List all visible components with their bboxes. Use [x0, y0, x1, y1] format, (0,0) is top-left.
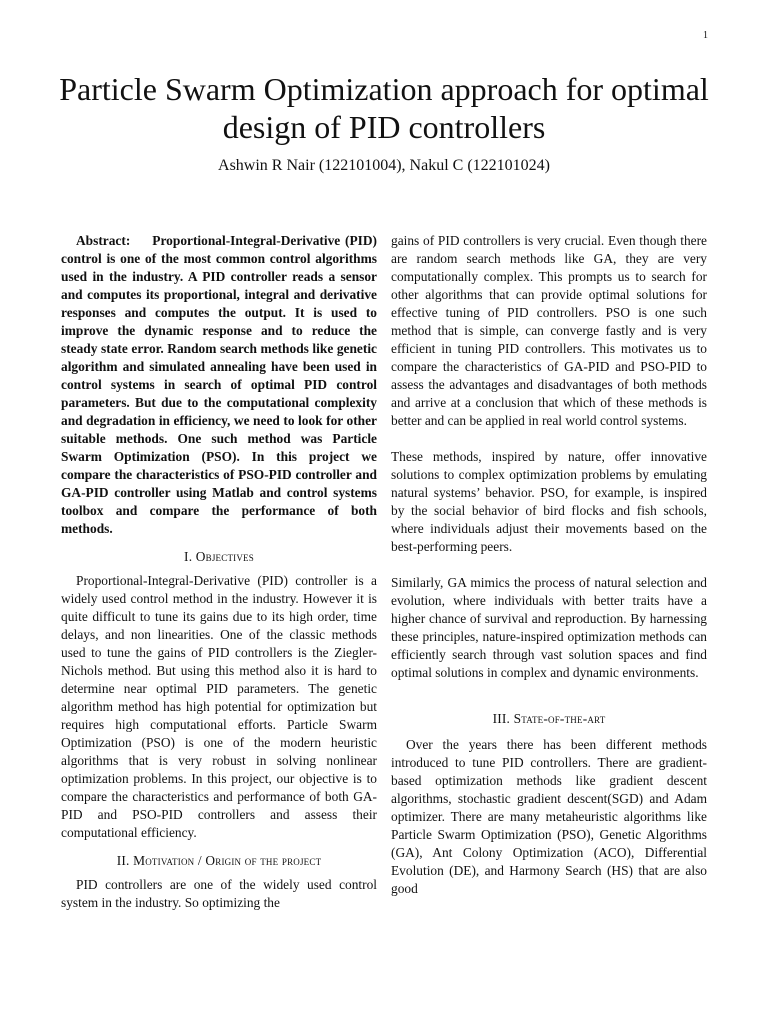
- objectives-paragraph: Proportional-Integral-Derivative (PID) controller is a widely used control method in the industry. However it is quite difficult to tune its gains due to its high order, time delays, and non linearities. One of the classic methods used to tune the gains of PID controllers is the Ziegler-Nichols method. But using this method also it is hard to determine near optimal PID parameters. The genetic algorithm method has high potential for optimization but requires high computational efforts. Particle Swarm Optimization (PSO) is one of the modern heuristic algorithms that is very robust in solving nonlinear optimization problems. In this project, our objective is to compare the characteristics and performance of both GA-PID and PSO-PID controllers and assess their computational efficiency.: [61, 573, 377, 840]
- abstract-text: Proportional-Integral-Derivative (PID) control is one of the most common control algorithms used in the industry. A PID controller reads a sensor and computes its proportional, integral and derivative responses and computes the output. It is used to improve the dynamic response and to reduce the steady state error. Random search methods like genetic algorithm and simulated annealing have been used in control systems in search of optimal PID control parameters. But due to the computational complexity and degradation in efficiency, we need to look for other suitable methods. One such method was Particle Swarm Optimization (PSO). In this project we compare the characteristics of PSO-PID controller and GA-PID controller using Matlab and control systems toolbox and compare the performance of both methods.: [61, 233, 377, 536]
- abstract: [61, 232, 377, 538]
- authors: Ashwin R Nair (122101004), Nakul C (122101024): [218, 157, 550, 174]
- state-of-the-art-paragraph: Over the years there has been different methods introduced to tune PID controllers. There are gradient-based optimization methods like gradient descent algorithms, stochastic gradient descent(SGD) and Adam optimizer. There are many metaheuristic algorithms like Particle Swarm Optimization (PSO), Genetic Algorithms (GA), Ant Colony Optimization (ACO), Differential Evolution (DE), and Harmony Search (HS) that are also good: [391, 737, 707, 896]
- abstract-label: Abstract:: [76, 233, 131, 248]
- left-column: [61, 232, 377, 912]
- motivation-paragraph-start: PID controllers are one of the widely used control system in the industry. So optimizing the: [61, 877, 377, 910]
- motivation-paragraph-continued: gains of PID controllers is very crucial. Even though there are random search methods like GA, they are very computationally complex. This prompts us to search for other algorithms that can provide optimal solutions for effective tuning of PID controllers. PSO is one such method that is simple, can converge fastly and is very efficient in tuning PID controllers. This motivates us to compare the characteristics of GA-PID and PSO-PID to assess the advantages and disadvantages of both methods and arrive at a conclusion that which of these methods is better and can be applied in real world control systems.: [391, 233, 707, 428]
- right-column: [391, 232, 707, 898]
- section-heading-motivation: II. Motivation / Origin of the project: [116, 853, 322, 868]
- page-number: 1: [703, 30, 708, 41]
- paper-title: Particle Swarm Optimization approach for optimal design of PID controllers: [59, 71, 709, 145]
- section-heading-objectives: I. Objectives: [184, 549, 254, 564]
- motivation-paragraph-2: These methods, inspired by nature, offer innovative solutions to complex optimization problems by emulating natural systems’ behavior. PSO, for example, is inspired by the social behavior of bird flocks and fish schools, where individuals adjust their movements based on the best-performing peers.: [391, 449, 707, 554]
- motivation-paragraph-3: Similarly, GA mimics the process of natural selection and evolution, where individuals with better traits have a higher chance of survival and reproduction. By harnessing these principles, nature-inspired optimization methods can efficiently search through vast solution spaces and find optimal solutions in complex and dynamic environments.: [391, 575, 707, 680]
- section-heading-state-of-the-art: III. State-of-the-art: [492, 711, 606, 726]
